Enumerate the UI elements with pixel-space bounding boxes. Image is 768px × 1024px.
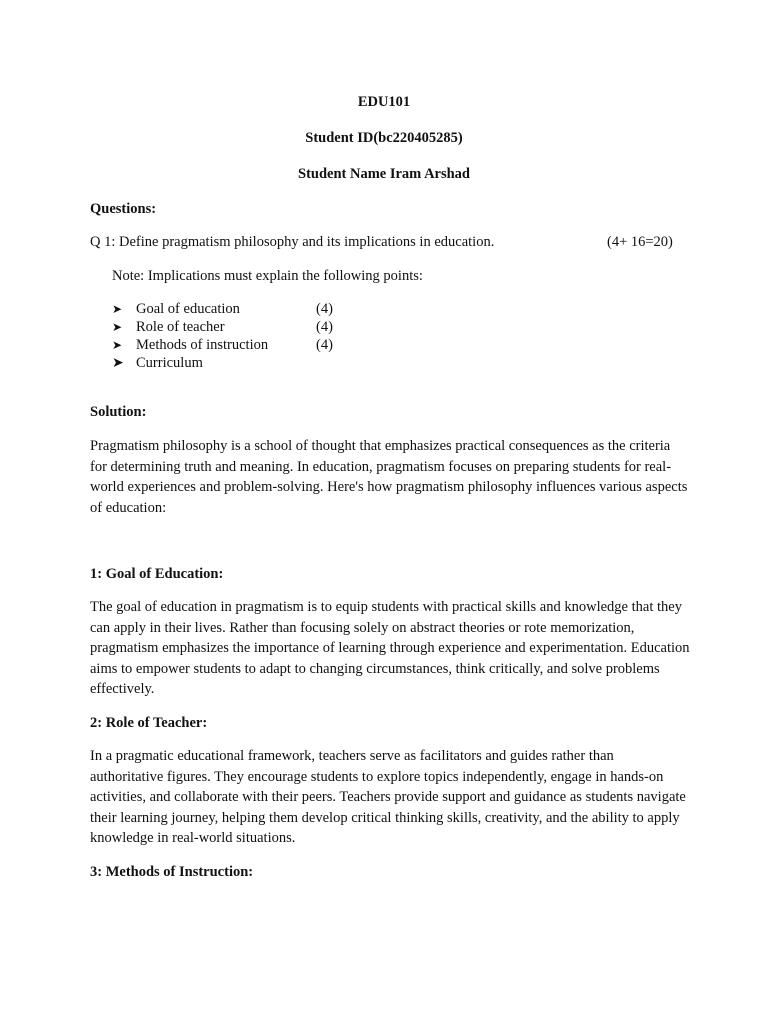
solution-intro: Pragmatism philosophy is a school of thought that emphasizes practical consequences as the criteria for determining truth and meaning. In education, pragmatism focuses on preparing students for real-world experiences and problem-solving. Here's how pragmatism philosophy influences various aspects of education: <box>90 438 688 516</box>
student-name: Student Name Iram Arshad <box>298 166 470 182</box>
document-page: EDU101 Student ID(bc220405285) Student Name Iram Arshad Questions: Q 1: Define pragmatism philosophy and its implications in education. (4+ 16=20) Note: Implications must explain the following points: ➤ Goal of education (4) ➤ Role of teacher (4) ➤ Methods of instruction (4) ➤ Curriculum Solution: Pragmatism philosophy is a school of thought that emphasizes practical consequences as the criteria for determining truth and meaning. In education, pragmatism focuses on preparing students for real-world experiences and problem-solving. Here's how pragmatism philosophy influences various aspects of education: 1: Goal of Education: The goal of education in pragmatism is to equip students with practical skills and knowledge that they can apply in their lives. Rather than focusing solely on abstract theories or rote memorization, pragmatism emphasizes the importance of learning through experience and experimentation. Education aims to empower students to adapt to changing circumstances, think critically, and solve problems effectively. 2: Role of Teacher: In a pragmatic educational framework, teachers serve as facilitators and guides rather than authoritative figures. They encourage students to explore topics independently, engage in hands-on activities, and collaborate with their peers. Teachers provide support and guidance as students navigate their learning journey, helping them develop critical thinking skills, creativity, and the ability to apply knowledge in real-world situations. 3: Methods of Instruction: <box>0 0 768 1024</box>
arrowhead-bullet-icon: ➤ <box>112 355 124 371</box>
question-1-marks: (4+ 16=20) <box>607 234 673 250</box>
implications-note: Note: Implications must explain the following points: <box>112 268 423 284</box>
section-heading: 2: Role of Teacher: <box>90 715 208 731</box>
arrowhead-bullet-icon: ➤ <box>112 302 123 316</box>
section-body: In a pragmatic educational framework, teachers serve as facilitators and guides rather than authoritative figures. They encourage students to explore topics independently, engage in hands-on activities, and collaborate with their peers. Teachers provide support and guidance as students navigate their learning journey, helping them develop critical thinking skills, creativity, and the ability to apply knowledge in real-world situations. <box>90 748 686 846</box>
arrowhead-bullet-icon: ➤ <box>112 338 123 352</box>
arrowhead-bullet-icon: ➤ <box>112 320 123 334</box>
section-heading: 3: Methods of Instruction: <box>90 864 254 880</box>
course-code: EDU101 <box>357 94 411 110</box>
question-1-text: Q 1: Define pragmatism philosophy and its implications in education. <box>90 234 495 250</box>
questions-heading: Questions: <box>90 201 157 217</box>
solution-heading: Solution: <box>90 404 147 420</box>
section-body: The goal of education in pragmatism is to equip students with practical skills and knowledge that they can apply in their lives. Rather than focusing solely on abstract theories or rote memorization, pragmatism emphasizes the importance of learning through experience and experimentation. Education aims to empower students to adapt to changing circumstances, think critically, and solve problems effectively. <box>90 599 690 697</box>
student-id: Student ID(bc220405285) <box>305 130 463 146</box>
section-heading: 1: Goal of Education: <box>90 566 224 582</box>
